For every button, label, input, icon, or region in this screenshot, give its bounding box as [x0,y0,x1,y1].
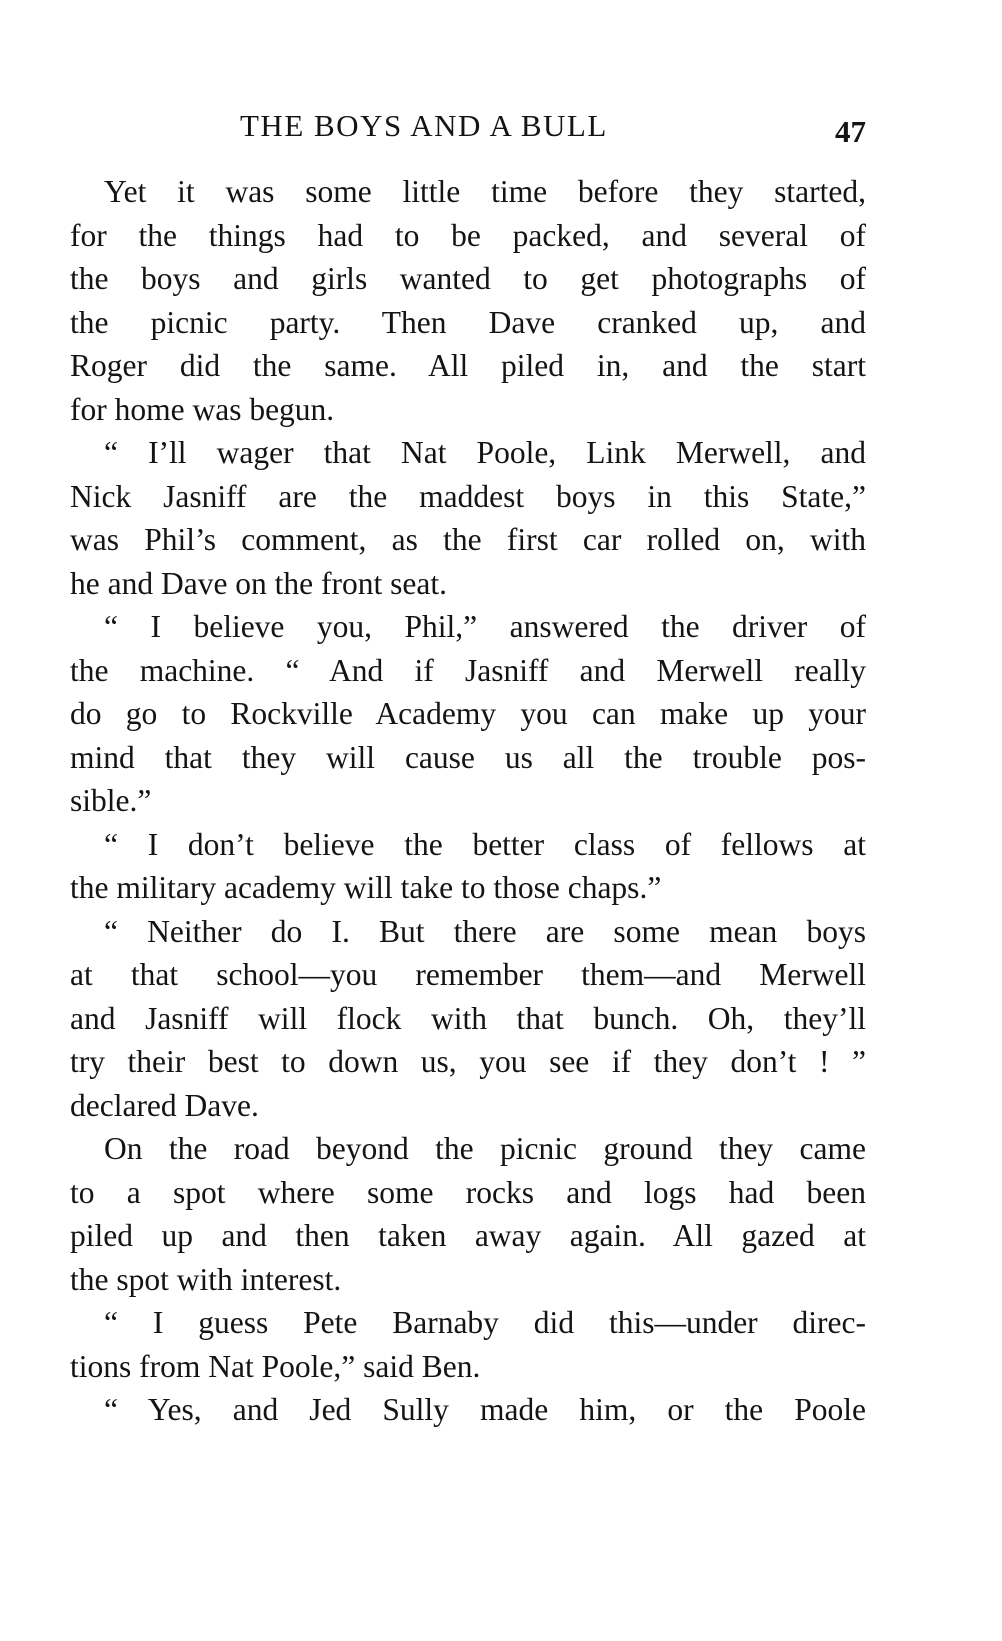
text-line: “ Yes, and Jed Sully made him, or the Poole [104,1392,866,1427]
text-line: “ Neither do I. But there are some mean boys [104,913,866,949]
text-line: the boys and girls wanted to get photographs of [70,261,866,296]
page-number: 47 [835,114,866,149]
text-line: Roger did the same. All piled in, and the start [70,348,866,383]
text-line: sible.” [70,783,152,818]
text-line: the picnic party. Then Dave cranked up, and [70,304,866,340]
text-line: mind that they will cause us all the trouble pos- [70,739,866,775]
text-line: he and Dave on the front seat. [70,565,447,601]
text-line: the military academy will take to those chaps.” [70,870,662,905]
text-line: and Jasniff will flock with that bunch. Oh, they’ll [70,1000,866,1036]
text-line: the spot with interest. [70,1261,342,1297]
running-title: THE BOYS AND A BULL [240,108,608,143]
text-line: “ I believe you, Phil,” answered the driver of [104,609,866,644]
text-line: for the things had to be packed, and several of [70,217,866,253]
text-line: was Phil’s comment, as the first car rolled on, with [70,522,866,557]
text-line: tions from Nat Poole,” said Ben. [70,1348,481,1384]
text-line: try their best to down us, you see if they don’t ! ” [70,1044,866,1079]
text-line: Yet it was some little time before they started, [104,174,866,209]
text-line: On the road beyond the picnic ground they came [104,1131,866,1166]
text-line: declared Dave. [70,1087,259,1123]
text-line: Nick Jasniff are the maddest boys in this State,” [70,478,866,514]
text-line: to a spot where some rocks and logs had been [70,1174,866,1210]
text-line: do go to Rockville Academy you can make up your [70,696,866,731]
text-line: piled up and then taken away again. All gazed at [70,1218,866,1253]
text-line: “ I guess Pete Barnaby did this—under direc- [104,1305,866,1340]
text-line: at that school—you remember them—and Merwell [70,957,866,992]
text-line: “ I don’t believe the better class of fellows at [104,826,866,862]
text-line: for home was begun. [70,391,335,427]
body-text [70,170,866,1432]
running-head [68,104,866,148]
text-line: the machine. “ And if Jasniff and Merwell really [70,652,866,688]
text-line: “ I’ll wager that Nat Poole, Link Merwell, and [104,435,866,470]
